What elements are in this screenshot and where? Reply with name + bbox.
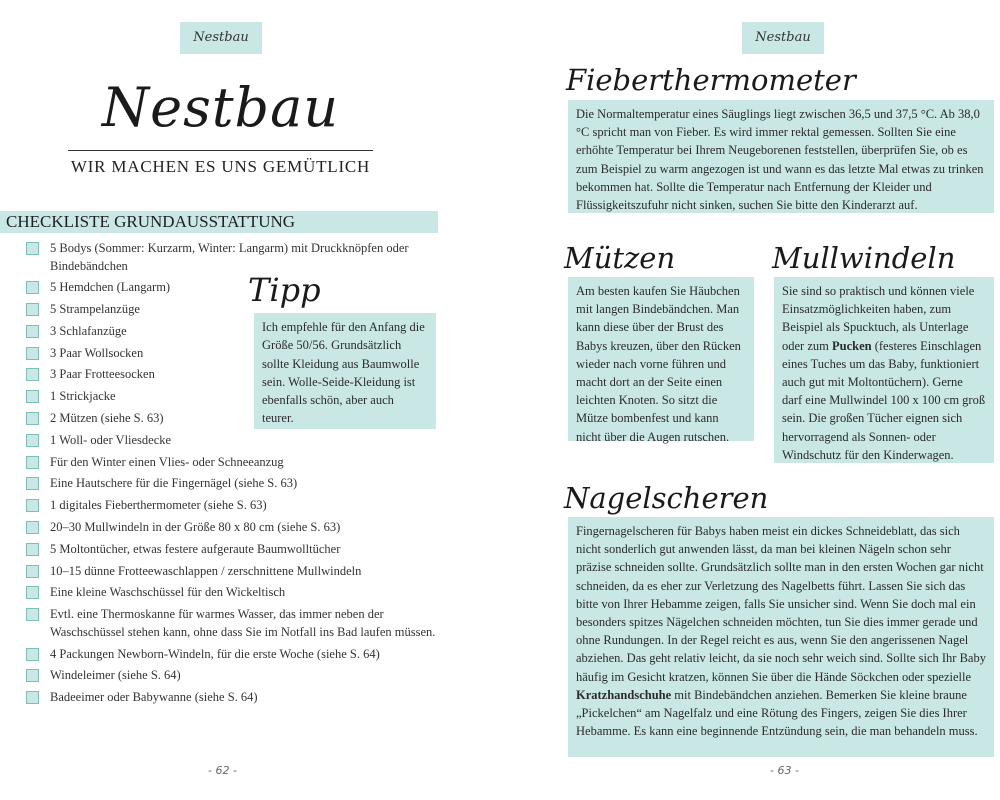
page-number: - 62 - [208,764,237,777]
mullwindeln-text-part: (festeres Einschlagen eines Tuches um das Baby, funktioniert auch gut mit Moltontüchern). Gerne darf eine Mullwindel 100 x 100 cm groß sein. Die großen Tücher eignen sich hervorragend als Sonnen- oder Windschutz für den Kinderwagen. [782,338,986,462]
checklist-item-label: 1 Strickjacke [50,389,116,404]
checklist-heading: CHECKLISTE GRUNDAUSSTATTUNG [0,211,438,233]
checklist-item [26,519,438,537]
muetzen-text: Am besten kaufen Sie Häubchen mit langen Bindebändchen. Man kann diese über der Brust des Babys kreuzen, über den Rücken wieder nach vorne führen und macht dort an der Seite einen leichten Knoten. So sitzt die Mütze bombenfest und kann nicht über die Augen rutschen. [568,277,754,441]
section-tag: Nestbau [180,22,262,54]
mullwindeln-text [774,277,994,463]
checkbox[interactable] [26,325,39,338]
page-number: - 63 - [770,764,799,777]
checklist-item-label: 1 Woll- oder Vliesdecke [50,432,172,447]
checkbox[interactable] [26,242,39,255]
checkbox[interactable] [26,691,39,704]
checklist-item-label: Windeleimer (siehe S. 64) [50,668,181,683]
checklist-item [26,541,438,559]
checkbox[interactable] [26,390,39,403]
page-title: Nestbau [101,76,340,139]
checklist-item [26,667,438,685]
checkbox[interactable] [26,521,39,534]
mullwindeln-bold: Pucken [831,338,872,353]
nagelscheren-bold: Kratzhandschuhe [576,687,672,702]
checklist-item-label: 1 digitales Fieberthermometer (siehe S. 63) [50,498,267,513]
checklist-item-label: Badeeimer oder Babywanne (siehe S. 64) [50,690,258,705]
checklist-item [26,689,438,707]
checklist-item [26,563,438,581]
checklist-item-label: Eine kleine Waschschüssel für den Wickeltisch [50,585,286,600]
checklist-item-label: Für den Winter einen Vlies- oder Schneeanzug [50,454,284,469]
checklist-item [26,454,438,472]
checkbox[interactable] [26,303,39,316]
checkbox[interactable] [26,477,39,490]
checklist-item-label: 5 Strampelanzüge [50,302,140,317]
checkbox[interactable] [26,347,39,360]
page-subtitle: WIR MACHEN ES UNS GEMÜTLICH [70,157,371,176]
checkbox[interactable] [26,281,39,294]
section-tag: Nestbau [742,22,824,54]
checklist-item [26,497,438,515]
checkbox[interactable] [26,412,39,425]
nagelscheren-title: Nagelscheren [564,481,769,515]
right-page [500,0,1000,800]
mullwindeln-text-part: Sie sind so praktisch und können viele Einsatzmöglichkeiten haben, zum Beispiel als Spucktuch, als Unterlage oder zum [782,284,975,353]
checkbox[interactable] [26,456,39,469]
checklist-item-label: 4 Packungen Newborn-Windeln, für die erste Woche (siehe S. 64) [50,646,380,661]
title-divider [68,150,373,151]
checklist-item-label: 5 Bodys (Sommer: Kurzarm, Winter: Langarm) mit Druckknöpfen oder Bindebändchen [50,241,409,273]
checklist-item-label: Eine Hautschere für die Fingernägel (siehe S. 63) [50,476,298,491]
checklist-item-label: 5 Hemdchen (Langarm) [50,280,171,295]
checklist-item-label: Evtl. eine Thermoskanne für warmes Wasser, das immer neben der Waschschüssel stehen kann, ohne dass Sie im Notfall ins Bad laufen müssen. [50,607,436,639]
checklist-item [26,432,438,450]
checklist-item-label: 3 Paar Frotteesocken [50,367,155,382]
checklist-item [26,606,438,641]
checkbox[interactable] [26,608,39,621]
muetzen-title: Mützen [564,241,676,275]
checkbox[interactable] [26,586,39,599]
tipp-box: Ich empfehle für den Anfang die Größe 50/56. Grundsätzlich sollte Kleidung aus Baumwolle sein. Wolle-Seide-Kleidung ist ebenfalls schön, aber auch teurer. [254,313,436,429]
mullwindeln-title: Mullwindeln [772,241,956,275]
checklist-item [26,240,438,275]
fieberthermometer-title: Fieberthermometer [566,63,856,97]
nagelscheren-text-part: mit Bindebändchen anziehen. Bemerken Sie kleine braune „Pickelchen“ am Nagelfalz und eine Rötung des Fingers, zeigen Sie dies Ihrer Hebamme. Es kann eine beginnende Entzündung sein, die man behandeln muss. [576,687,978,739]
checklist-item [26,646,438,664]
fieberthermometer-text: Die Normaltemperatur eines Säuglings liegt zwischen 36,5 und 37,5 °C. Ab 38,0 °C spricht man von Fieber. Es wird immer rektal gemessen. Sollten Sie eine erhöhte Temperatur bei Ihrem Neugeborenen feststellen, überprüfen Sie, ob es zum Beispiel zu warm angezogen ist und wann es das letzte Mal etwas zu trinken bekommen hat. Sollte die Temperatur nach Entfernung der Kleider und Flüssigkeitszufuhr nicht sinken, suchen Sie bitte den Kinderarzt auf. [568,100,994,213]
checklist-item-label: 10–15 dünne Frotteewaschlappen / zerschnittene Mullwindeln [50,563,362,578]
nagelscheren-text-part: Fingernagelscheren für Babys haben meist ein dickes Schneideblatt, das sich nicht sonderlich gut anwenden lässt, da man bei kleinen Nägeln schon sehr präzise schneiden sollte. Grundsätzlich sollte man in den ersten Wochen gar nicht schneiden, da es eher zur Verletzung des Nagelbetts führt. Lassen Sie sich das bitte von Ihrer Hebamme zeigen, falls Sie unsicher sind. Wenn Sie doch mal ein besonders spitzes Nägelchen schneiden möchten, tun Sie dies immer gerade und ohne Rundungen. In der Regel reicht es aus, wenn Sie den angerissenen Nagel abziehen. Das geht relativ leicht, da sie noch sehr weich sind. Sollte sich Ihr Baby häufig im Gesicht kratzen, können Sie über die Hände Söckchen oder spezielle [576,524,986,684]
checklist-item [26,584,438,602]
checkbox[interactable] [26,499,39,512]
checkbox[interactable] [26,565,39,578]
checkbox[interactable] [26,368,39,381]
tipp-title: Tipp [248,271,321,309]
checkbox[interactable] [26,434,39,447]
checklist [26,240,438,711]
checkbox[interactable] [26,648,39,661]
checklist-item-label: 3 Paar Wollsocken [50,345,144,360]
checkbox[interactable] [26,543,39,556]
checklist-item-label: 2 Mützen (siehe S. 63) [50,411,164,426]
checklist-item-label: 5 Moltontücher, etwas festere aufgeraute Baumwolltücher [50,541,341,556]
checklist-item [26,279,438,297]
checklist-item-label: 3 Schlafanzüge [50,323,127,338]
checklist-item-label: 20–30 Mullwindeln in der Größe 80 x 80 cm (siehe S. 63) [50,520,341,535]
checklist-item [26,475,438,493]
checkbox[interactable] [26,669,39,682]
nagelscheren-text [568,517,994,757]
